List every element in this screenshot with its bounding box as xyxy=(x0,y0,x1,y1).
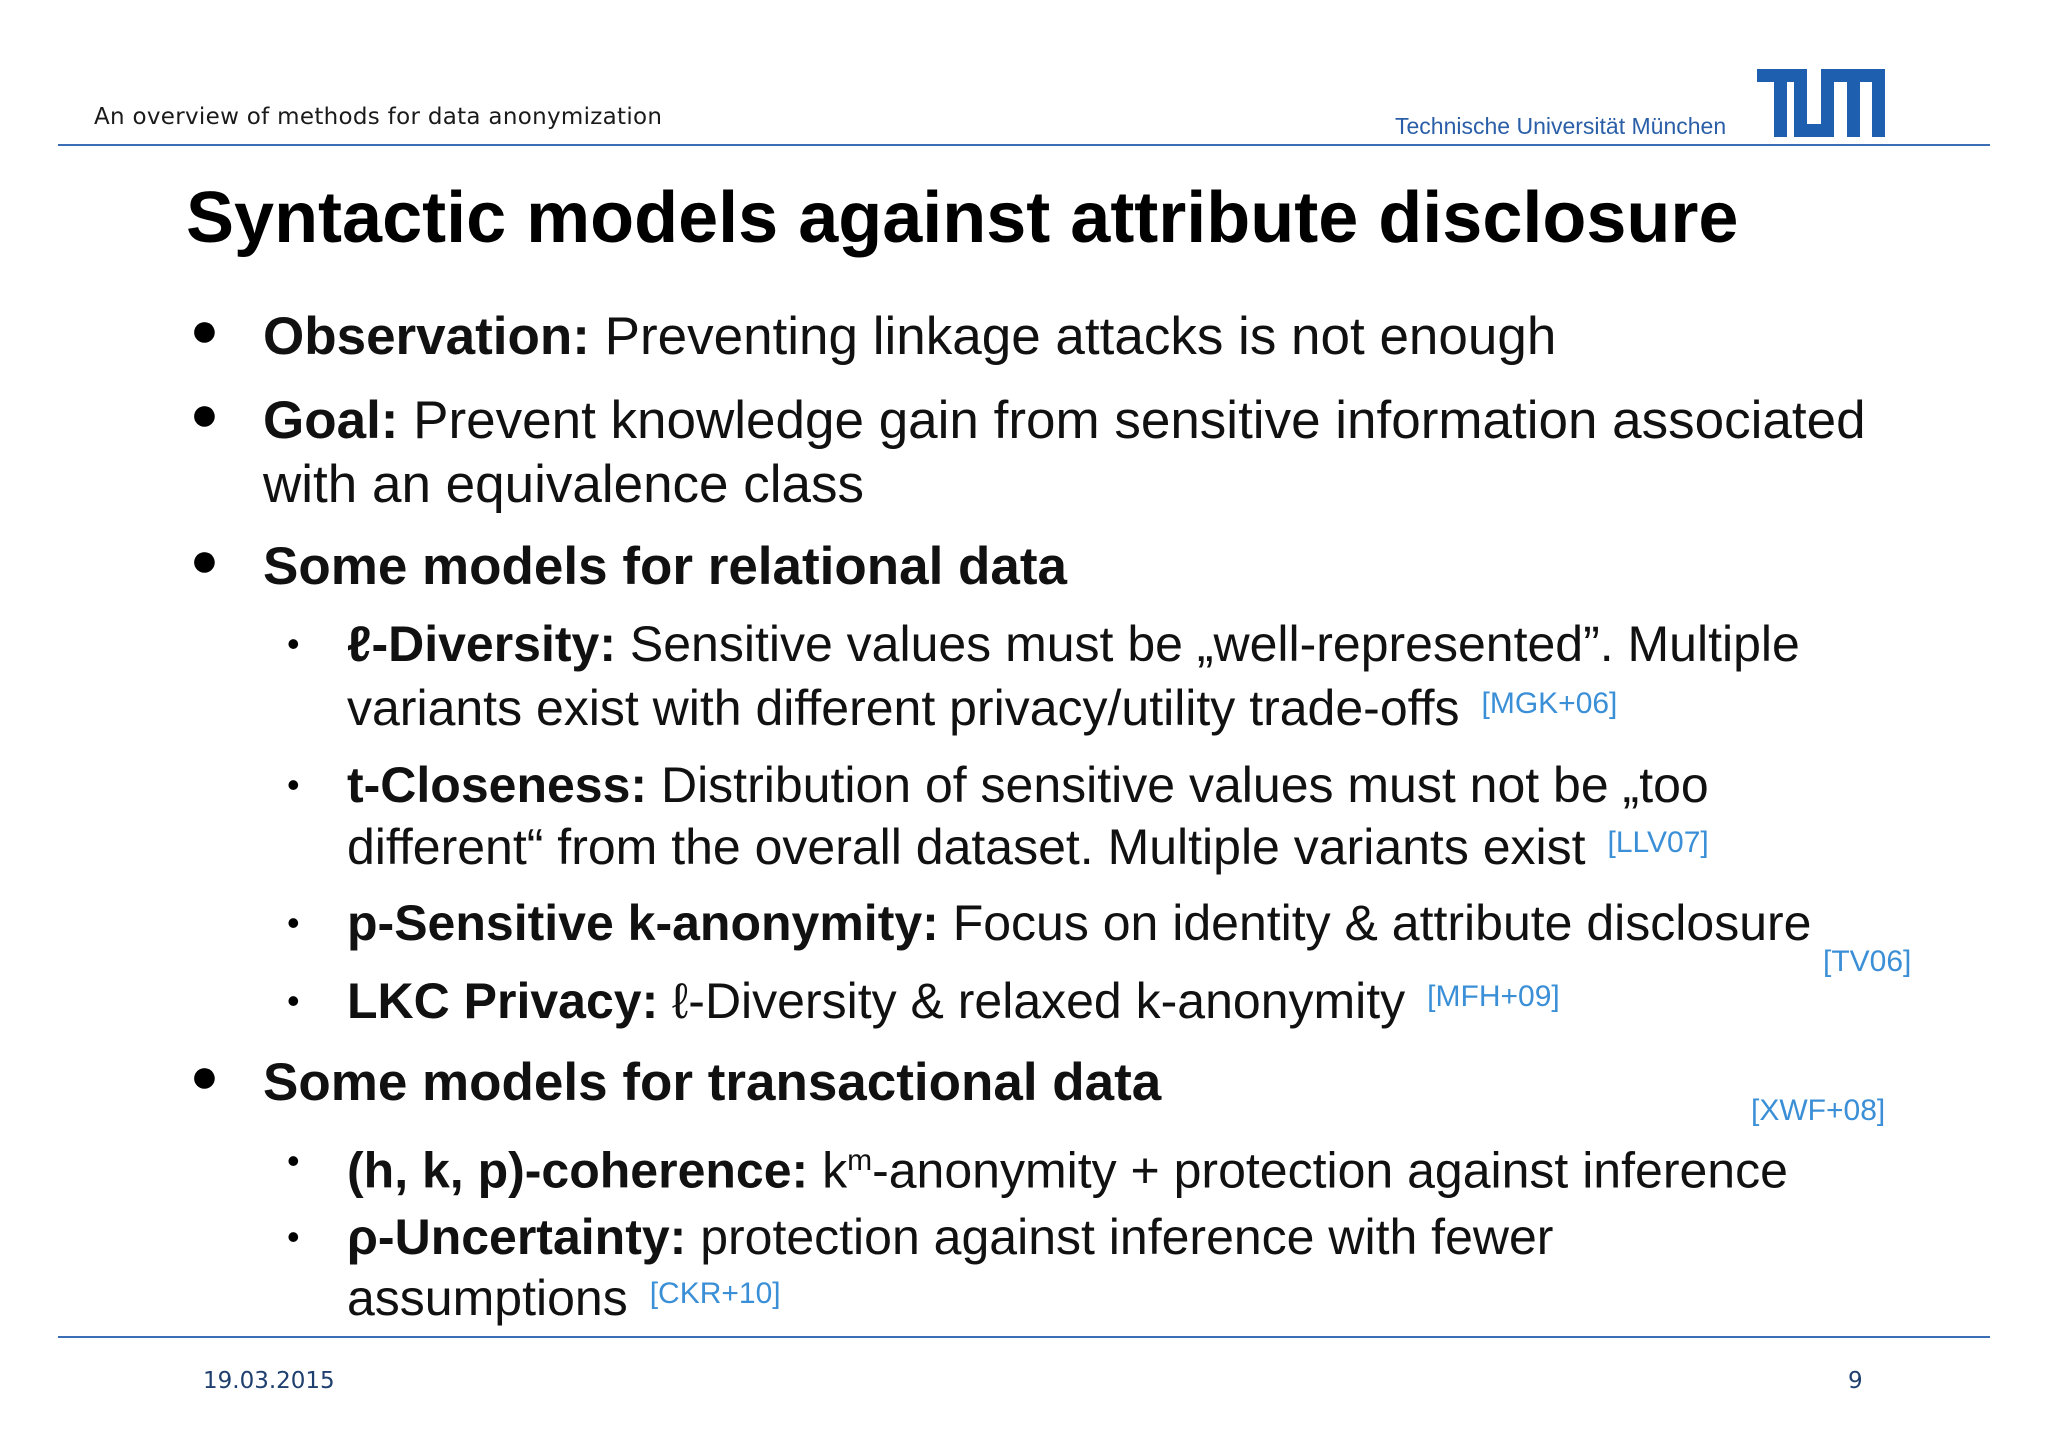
sub-bullet-t-closeness-continuation xyxy=(347,815,1709,879)
bullet-text: Prevent knowledge gain from sensitive information associated xyxy=(398,391,1866,450)
citation-ref: [TV06] xyxy=(1823,945,1912,978)
university-name: Technische Universität München xyxy=(1395,113,1727,139)
footer-date: 19.03.2015 xyxy=(203,1368,335,1394)
presentation-subtitle: An overview of methods for data anonymization xyxy=(94,104,663,130)
citation-ref: [MFH+09] xyxy=(1427,980,1560,1013)
page-number: 9 xyxy=(1848,1368,1863,1394)
sub-bullet-marker: • xyxy=(287,1140,300,1181)
sub-bullet-p-sensitive xyxy=(347,891,1811,955)
sub-bullet-text: different“ from the overall dataset. Multiple variants exist xyxy=(347,819,1586,875)
bullet-goal-continuation: with an equivalence class xyxy=(263,455,865,514)
bullet-label: Goal: xyxy=(263,391,399,450)
bullet-marker: ● xyxy=(190,534,219,587)
sub-bullet-label: t-Closeness: xyxy=(347,757,648,813)
bullet-relational-heading xyxy=(263,535,1067,599)
footer-divider xyxy=(58,1336,1990,1338)
bullet-marker: ● xyxy=(190,1050,219,1103)
bullet-observation xyxy=(263,305,1556,369)
sub-bullet-text: variants exist with different privacy/utility trade-offs xyxy=(347,680,1460,736)
bullet-transactional-heading xyxy=(263,1051,1161,1115)
citation-ref: [CKR+10] xyxy=(649,1277,781,1310)
sub-bullet-marker: • xyxy=(287,764,300,805)
citation-ref: [LLV07] xyxy=(1607,826,1709,859)
sub-bullet-label: p-Sensitive k-anonymity: xyxy=(347,895,939,951)
sub-bullet-text: assumptions xyxy=(347,1270,628,1326)
bullet-marker: ● xyxy=(190,304,219,357)
sub-bullet-marker: • xyxy=(287,980,300,1021)
sub-bullet-hkp-coherence xyxy=(347,1129,1788,1203)
sub-bullet-text: Distribution of sensitive values must not be „too xyxy=(647,757,1709,813)
sub-bullet-text: ℓ-Diversity & relaxed k-anonymity xyxy=(658,973,1406,1029)
sub-bullet-l-diversity xyxy=(347,612,1800,676)
bullet-text: Preventing linkage attacks is not enough xyxy=(589,307,1557,366)
slide-title: Syntactic models against attribute disclosure xyxy=(186,178,1739,258)
sub-bullet-marker: • xyxy=(287,623,300,664)
sub-bullet-text: Sensitive values must be „well-represented”. Multiple xyxy=(615,616,1800,672)
citation-ref: [XWF+08] xyxy=(1751,1094,1886,1127)
sub-bullet-l-diversity-continuation xyxy=(347,676,1617,740)
sub-bullet-lkc-privacy xyxy=(347,969,1560,1033)
sub-bullet-rho-uncertainty xyxy=(347,1205,1553,1269)
citation-ref: [MGK+06] xyxy=(1481,687,1618,720)
sub-bullet-label: ρ-Uncertainty: xyxy=(347,1209,687,1265)
sub-bullet-label: (h, k, p)-coherence: xyxy=(347,1142,809,1199)
sub-bullet-text: k xyxy=(808,1142,848,1199)
sub-bullet-text: Focus on identity & attribute disclosure xyxy=(938,895,1812,951)
bullet-label: Some models for relational data xyxy=(263,537,1068,596)
sub-bullet-label: ℓ-Diversity: xyxy=(347,616,616,672)
sub-bullet-text: protection against inference with fewer xyxy=(686,1209,1554,1265)
sub-bullet-marker: • xyxy=(287,902,300,943)
bullet-marker: ● xyxy=(190,388,219,441)
superscript: m xyxy=(847,1144,873,1177)
sub-bullet-t-closeness xyxy=(347,753,1709,817)
sub-bullet-text: -anonymity + protection against inference xyxy=(872,1142,1788,1199)
bullet-goal xyxy=(263,389,1866,453)
bullet-label: Some models for transactional data xyxy=(263,1053,1162,1112)
sub-bullet-rho-uncertainty-continuation xyxy=(347,1266,781,1330)
sub-bullet-marker: • xyxy=(287,1216,300,1257)
bullet-label: Observation: xyxy=(263,307,590,366)
sub-bullet-label: LKC Privacy: xyxy=(347,973,659,1029)
